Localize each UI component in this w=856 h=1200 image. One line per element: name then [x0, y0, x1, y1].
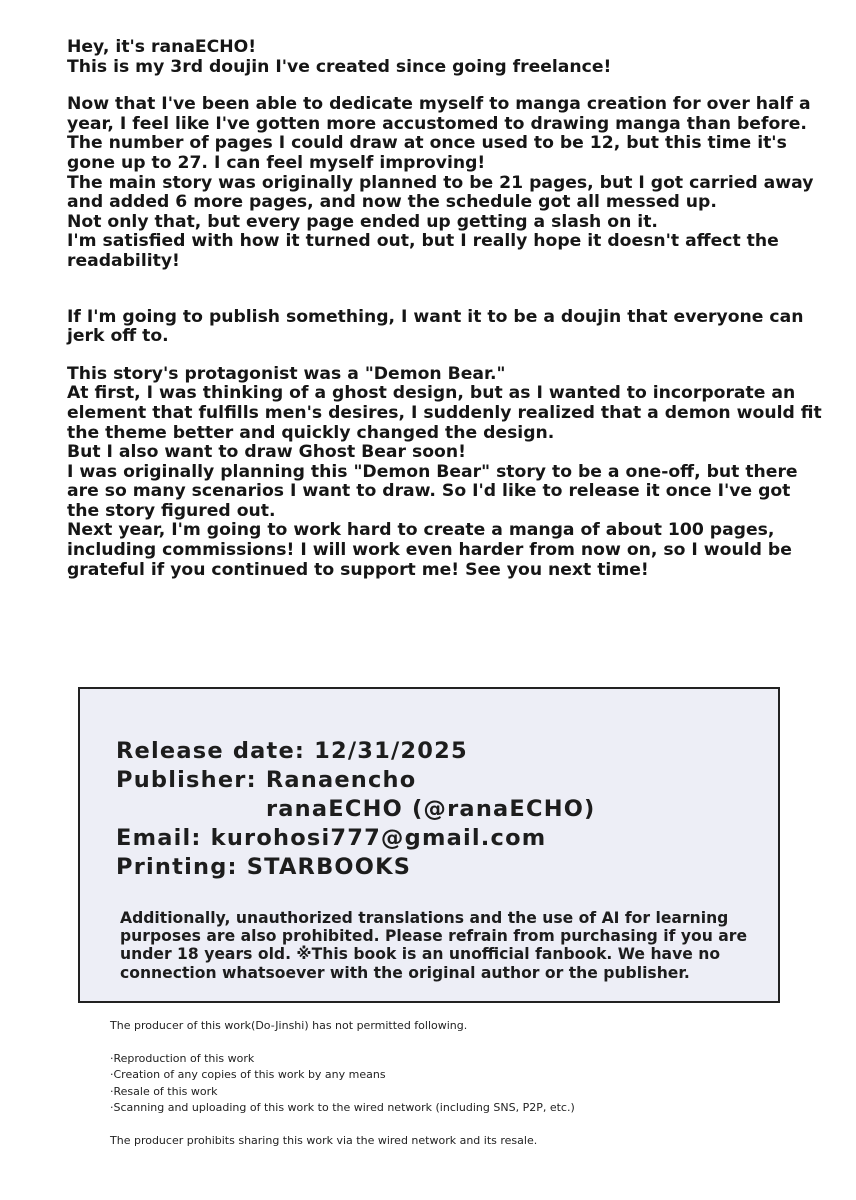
- prohibition-notice: Additionally, unauthorized translations and the use of AI for learning purposes are also prohibited. Please refrain from purchasing if you are under 18 years old. ※This book is an unofficial fanbook. We have no connection whatsoever with the original author or the publisher.: [120, 909, 748, 982]
- list-item: ·Resale of this work: [110, 1084, 218, 1098]
- legal-footer: The producer prohibits sharing this work via the wired network and its resale.: [110, 1133, 538, 1147]
- paragraph-line: Not only that, but every page ended up getting a slash on it.: [67, 211, 658, 232]
- paragraph-line: Next year, I'm going to work hard to create a manga of about 100 pages, including commissions! I will work even harder from now on, so I would be grateful if you continued to support me! See you next time!: [67, 520, 792, 580]
- afterword-text: [67, 38, 827, 580]
- publisher-handle: ranaECHO (@ranaECHO): [266, 796, 596, 822]
- greeting-line: Hey, it's ranaECHO!: [67, 37, 257, 57]
- paragraph-line: The main story was originally planned to be 21 pages, but I got carried away and added 6 more pages, and now the schedule got all messed up.: [67, 172, 814, 213]
- list-item: ·Reproduction of this work: [110, 1051, 255, 1065]
- paragraph-line: I'm satisfied with how it turned out, but I really hope it doesn't affect the readability!: [67, 231, 779, 271]
- paragraph-line: If I'm going to publish something, I want it to be a doujin that everyone can jerk off to.: [67, 306, 804, 347]
- paragraph-line: This story's protagonist was a "Demon Bear.": [67, 363, 506, 384]
- list-item: ·Scanning and uploading of this work to the wired network (including SNS, P2P, etc.): [110, 1101, 575, 1114]
- prohibited-list: [110, 1051, 750, 1117]
- legal-notice: [110, 1018, 750, 1149]
- paragraph-gap: [67, 272, 827, 308]
- publication-info: [116, 737, 596, 882]
- paragraph-line: I was originally planning this "Demon Bear" story to be a one-off, but there are so many scenarios I want to draw. So I'd like to release it once I've got the story figured out.: [67, 461, 798, 521]
- colophon-box: [78, 687, 780, 1003]
- legal-header: The producer of this work(Do-Jinshi) has not permitted following.: [110, 1019, 468, 1032]
- paragraph-line: But I also want to draw Ghost Bear soon!: [67, 442, 466, 463]
- paragraph-gap: [67, 77, 827, 95]
- publisher: Publisher: Ranaencho: [116, 767, 417, 793]
- paragraph-gap: [67, 347, 827, 365]
- paragraph-line: The number of pages I could draw at once used to be 12, but this time it's gone up to 27. I can feel myself improving!: [67, 133, 787, 173]
- list-item: ·Creation of any copies of this work by any means: [110, 1068, 386, 1081]
- legal-gap: [110, 1117, 750, 1133]
- legal-gap: [110, 1035, 750, 1051]
- email: Email: kurohosi777@gmail.com: [116, 825, 547, 851]
- release-date: Release date: 12/31/2025: [116, 738, 468, 764]
- printing: Printing: STARBOOKS: [116, 854, 412, 880]
- paragraph-line: At first, I was thinking of a ghost design, but as I wanted to incorporate an element that fulfills men's desires, I suddenly realized that a demon would fit the theme better and quickly changed the design.: [67, 383, 822, 443]
- intro-line: This is my 3rd doujin I've created since going freelance!: [67, 56, 612, 77]
- paragraph-line: Now that I've been able to dedicate myself to manga creation for over half a year, I feel like I've gotten more accustomed to drawing manga than before.: [67, 94, 811, 134]
